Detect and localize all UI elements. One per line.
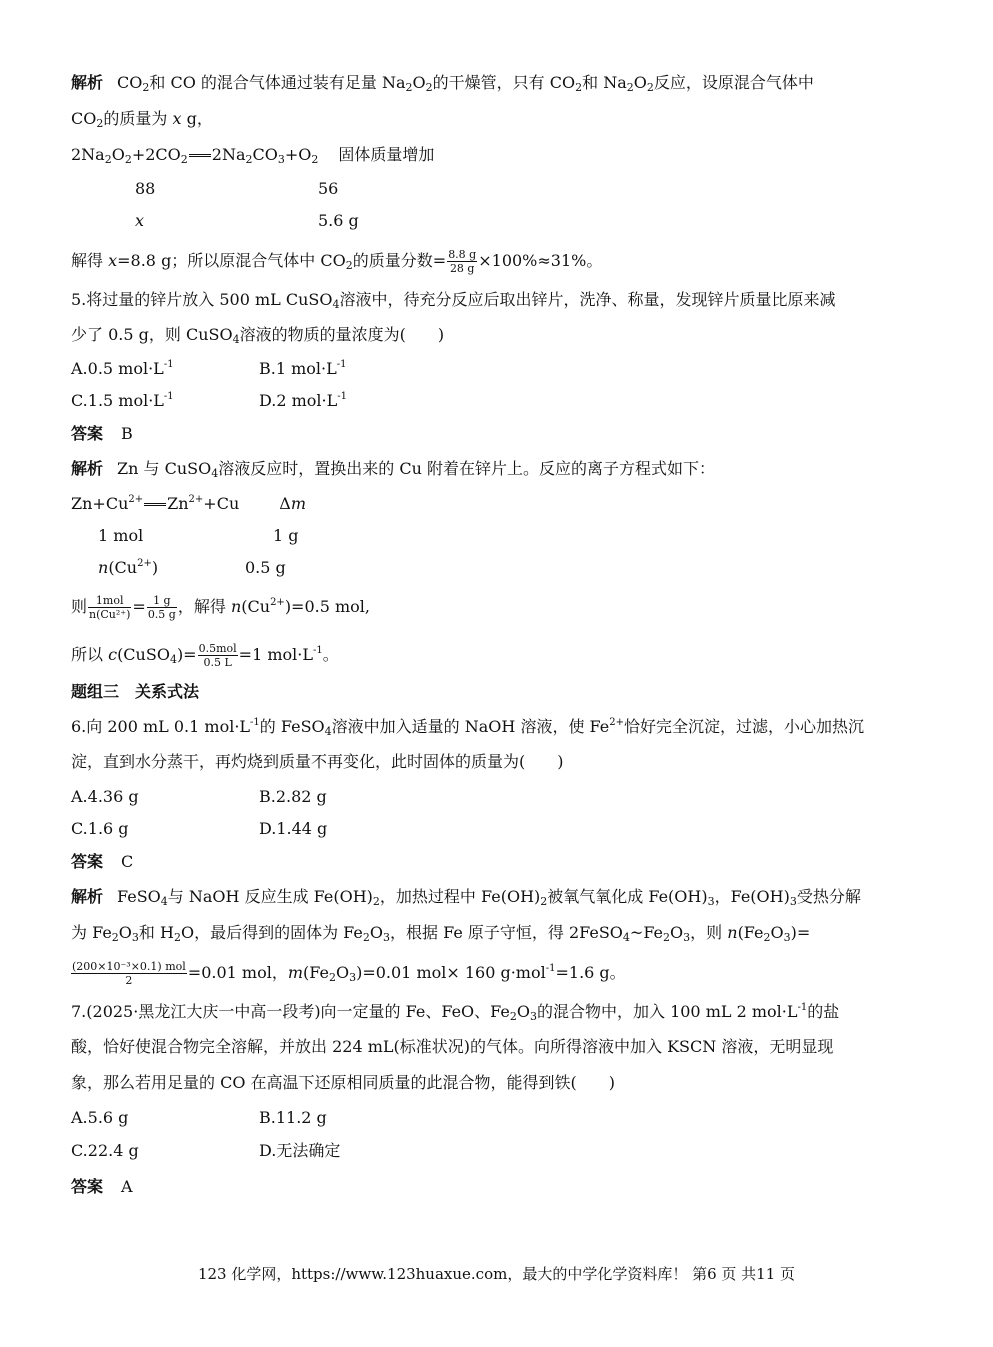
- equation-1: $2Na_2O_2+2CO_2$ $2Na_2CO_3+O_2$ 固体质量增加: [71, 145, 435, 166]
- fraction: $\frac{\text{1mol}}{\text{n(Cu²⁺)}}$: [89, 594, 131, 621]
- question-6-line-2: 淀，直到水分蒸干，再灼烧到质量不再变化，此时固体的质量为( ): [71, 752, 564, 771]
- option-7b: B.11.2 g: [259, 1108, 327, 1127]
- analysis-6-line-1: 解析 FeSO$_4$与 NaOH 反应生成 $Fe(OH)_2$，加热过程中 $Fe(OH)_2$被氧气氧化成 $Fe(OH)_3$，$Fe(OH)_3$受热分解: [71, 887, 861, 908]
- conclusion-5: 所以 c(CuSO$_4$)= $\frac{\text{0.5mol}}{0.5 L}$ =1 $mol\cdot L^{-1}$。: [71, 642, 339, 669]
- analysis-6-line-2: 为 $Fe_2O_3$和 $H_2O$，最后得到的固体为 $Fe_2O_3$，根据 Fe 原子守恒，得 $2FeSO_4\sim Fe_2O_3$，则 $n(Fe_2O_3)=$: [71, 923, 811, 944]
- question-7-line-1: 7.(2025·黑龙江大庆一中高一段考)向一定量的 Fe、FeO、$Fe_2O_3$的混合物中，加入 100 mL 2 $mol\cdot L^{-1}$的盐: [71, 1002, 840, 1023]
- option-7a: A.5.6 g: [71, 1108, 129, 1127]
- option-5d: D.2 $mol\cdot L^{-1}$: [259, 391, 347, 410]
- question-7-line-3: 象，那么若用足量的 CO 在高温下还原相同质量的此混合物，能得到铁( ): [71, 1073, 616, 1092]
- answer-5: 答案 B: [71, 424, 133, 443]
- analysis-line-2: $CO_2$的质量为 x g，: [71, 109, 213, 130]
- option-5a: A.0.5 $mol\cdot L^{-1}$: [71, 359, 174, 378]
- page-footer: 123 化学网，https://www.123huaxue.com，最大的中学化学资料库！ 第6 页 共11 页: [197, 1265, 796, 1283]
- eq5-row1-left: 1 mol: [98, 526, 144, 545]
- solve-line-5: 则 $\frac{\text{1mol}}{\text{n(Cu²⁺)}}$ = $\frac{1 g}{0.5 g}$ ，解得 $n(Cu^{2+})=0.5$ mol,: [71, 594, 370, 621]
- question-6-line-1: 6.向 200 mL 0.1 $mol\cdot L^{-1}$的 FeSO$_4$溶液中加入适量的 NaOH 溶液，使 $Fe^{2+}$恰好完全沉淀，过滤，小心加热沉: [71, 717, 864, 738]
- question-5-line-1: 5.将过量的锌片放入 500 mL CuSO$_4$溶液中，待充分反应后取出锌片，洗净、称量，发现锌片质量比原来减: [71, 290, 836, 311]
- equation-5: $Zn+Cu^{2+}$ $Zn^{2+}+Cu$ Δm: [71, 494, 306, 513]
- analysis-6-line-3: $\frac{\text{(200×10⁻³×0.1) mol}}{2}$ =0.01 mol，$m(Fe_2O_3)=0.01$ mol× 160 g·mol$^{-1}$=1.6 g。: [72, 960, 626, 987]
- option-6b: B.2.82 g: [259, 787, 327, 806]
- eq5-row1-right: 1 g: [273, 526, 299, 545]
- eq1-row1-left: 88: [135, 179, 156, 198]
- option-6d: D.1.44 g: [259, 819, 328, 838]
- option-6a: A.4.36 g: [71, 787, 139, 806]
- fraction: $\frac{\text{(200×10⁻³×0.1) mol}}{2}$: [72, 960, 186, 987]
- option-7d: D.无法确定: [259, 1141, 341, 1160]
- eq5-row2-right: 0.5 g: [245, 558, 286, 577]
- option-7c: C.22.4 g: [71, 1141, 139, 1160]
- analysis-5-line-1: 解析 Zn 与 CuSO$_4$溶液反应时，置换出来的 Cu 附着在锌片上。反应的离子方程式如下：: [71, 459, 715, 480]
- eq5-row2-left: $n(Cu^{2+})$: [98, 558, 159, 577]
- eq1-row1-right: 56: [318, 179, 339, 198]
- option-5b: B.1 $mol\cdot L^{-1}$: [259, 359, 347, 378]
- eq1-row2-left: x: [135, 211, 145, 230]
- section-heading: 题组三 关系式法: [71, 682, 200, 701]
- question-5-line-2: 少了 0.5 g，则 CuSO$_4$溶液的物质的量浓度为( ): [71, 325, 445, 346]
- solve-line-1: 解得 x=8.8 g；所以原混合气体中 $CO_2$的质量分数= $\frac{8.8 g}{28 g}$ ×100%≈31%。: [71, 248, 603, 275]
- option-6c: C.1.6 g: [71, 819, 129, 838]
- answer-7: 答案 A: [71, 1177, 133, 1196]
- question-7-line-2: 酸，恰好使混合物完全溶解，并放出 224 mL(标准状况)的气体。向所得溶液中加入 KSCN 溶液，无明显现: [71, 1037, 834, 1056]
- option-5c: C.1.5 $mol\cdot L^{-1}$: [71, 391, 174, 410]
- answer-6: 答案 C: [71, 852, 134, 871]
- fraction: $\frac{8.8 g}{28 g}$: [448, 248, 477, 275]
- eq1-row2-right: 5.6 g: [318, 211, 359, 230]
- fraction: $\frac{\text{0.5mol}}{0.5 L}$: [198, 642, 237, 669]
- fraction: $\frac{1 g}{0.5 g}$: [147, 594, 176, 621]
- analysis-line-1: 解析 $CO_2$和 CO 的混合气体通过装有足量 $Na_2O_2$的干燥管，只有 $CO_2$和 $Na_2O_2$反应，设原混合气体中: [71, 73, 814, 94]
